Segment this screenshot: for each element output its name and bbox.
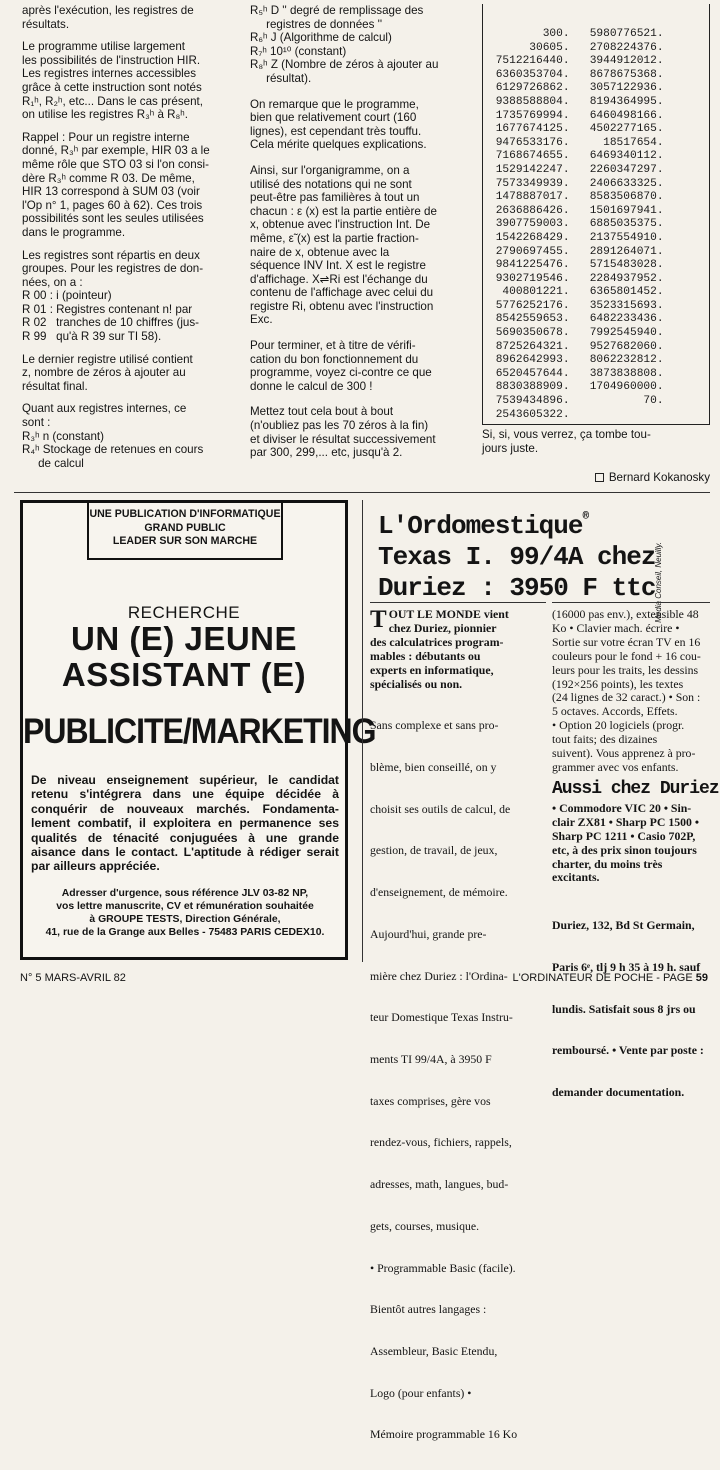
printout-line: 400801221. 6365801452. — [489, 286, 664, 299]
printout-line: 2543605322. — [489, 408, 570, 421]
printout-line: 8962642993. 8062232812. — [489, 354, 664, 367]
printout-line: 2636886426. 1501697941. — [489, 204, 664, 217]
vertical-divider — [362, 500, 363, 962]
duriez-specs: (16000 pas env.), extensible 48 Ko • Clavier mach. écrire • Sortie sur votre écran TV en 16 couleurs pour le fond + 16 cou- leurs pour les traits, les dessins (192×256 points), les textes (24 lignes de 32 caract.) • Son : 5 octaves. Accords, Effets. • Option 20 logiciels (progr. tout faits; des dizaines suivent). Vous apprenez à pro- grammer avec vos enfants. — [552, 607, 701, 774]
paragraph-verification: Pour terminer, et à titre de vérifi- cation du bon fonctionnement du programme, voyez ci-contre ce que donne le calcul de 300 ! — [250, 339, 432, 393]
printout-line: 9841225476. 5715483028. — [489, 259, 664, 272]
registered-mark: ® — [582, 511, 589, 523]
square-bullet-icon — [595, 473, 604, 482]
paragraph-notations: Ainsi, sur l'organigramme, on a utilisé des notations qui ne sont peut-être pas familières à tout un chacun : ε (x) est la partie entière de x, obtenue avec l'instruction Int. De même, ε̃ (x) est la partie fraction- naire de x, obtenue avec la séquence INV Int. X est le registre d'affichage. X⇌Ri est l'échange du contenu de l'affichage avec celui du registre Ri, obtenu avec l'instruction Exc. — [250, 163, 437, 327]
printout-line: 30605. 2708224376. — [489, 41, 664, 54]
page-number: 59 — [695, 972, 708, 984]
printout-line: 9388588804. 8194364995. — [489, 95, 664, 108]
also-at-duriez-heading: Aussi chez Duriez — [552, 778, 719, 799]
horizontal-divider — [14, 492, 710, 493]
paragraph-last-register: Le dernier registre utilisé contient z, nombre de zéros à ajouter au résultat final. — [22, 352, 193, 393]
calculator-printout — [482, 4, 710, 425]
printout-line: 1478887017. 8583506870. — [489, 191, 664, 204]
printout-line: 8830388909. 1704960000. — [489, 381, 664, 394]
paragraph-groups: Les registres sont répartis en deux groupes. Pour les registres de don- nées, on a : — [22, 248, 204, 289]
printout-line: 3907759003. 6885035375. — [489, 218, 664, 231]
publisher-box: UNE PUBLICATION D'INFORMATIQUE GRAND PUBLIC LEADER SUR SON MARCHE — [87, 500, 283, 560]
paragraph-remark: On remarque que le programme, bien que relativement court (160 lignes), est cependant très touffu. Cela mérite quelques explications. — [250, 97, 427, 152]
printout-line: 5776252176. 3523315693. — [489, 299, 664, 312]
paragraph-internal-intro: Quant aux registres internes, ce sont : — [22, 402, 187, 430]
printout-line: 1529142247. 2260347297. — [489, 163, 664, 176]
job-position: PUBLICITE/MARKETING — [23, 711, 376, 751]
printout-line: 6129726862. 3057122936. — [489, 82, 664, 95]
printout-line: 6520457644. 3873838808. — [489, 367, 664, 380]
printout-line: 7168674655. 6469340112. — [489, 150, 664, 163]
paragraph-intro-end: après l'exécution, les registres de résultats. — [22, 4, 194, 31]
printout-line: 300. 5980776521. — [489, 28, 664, 40]
duriez-title: L'Ordomestique® Texas I. 99/4A chez Duriez : 3950 F ttc — [378, 511, 656, 603]
paragraph-hir: Le programme utilise largement les possibilités de l'instruction HIR. Les registres internes accessibles grâce à cette instruction sont notés R₁ʰ, R₂ʰ, etc... Dans le cas présent, on utilise les registres R₃ʰ à R₈ʰ. — [22, 40, 203, 122]
job-address: Adresser d'urgence, sous référence JLV 03-82 NP, vos lettre manuscrite, CV et rémunération souhaitée à GROUPE TESTS, Direction Générale, 41, rue de la Grange aux Belles - 75483 PARIS CEDEX10. — [45, 888, 325, 938]
duriez-column-2 — [552, 607, 719, 1128]
printout-line: 1735769994. 6460498166. — [489, 109, 664, 122]
printout-line: 2790697455. 2891264071. — [489, 245, 664, 258]
internal-register-list: R₃ʰ n (constant) R₄ʰ Stockage de retenues en cours de calcul — [22, 429, 204, 470]
issue-footer: N° 5 MARS-AVRIL 82 — [20, 972, 126, 984]
drop-cap: T — [370, 606, 387, 633]
job-advertisement — [20, 500, 376, 960]
article-column-1 — [22, 4, 247, 470]
duriez-column-1 — [370, 608, 546, 1470]
page-footer: L'ORDINATEUR DE POCHE - PAGE 59 — [512, 972, 708, 984]
duriez-lead: OUT LE MONDE vient chez Duriez, pionnier des calculatrices program- mables : débutants ou experts en informatique, spécialisés ou non. — [370, 607, 509, 691]
closing-sentence: Si, si, vous verrez, ça tombe tou- jours juste. — [482, 428, 651, 455]
data-register-list: R 00 : i (pointeur) R 01 : Registres contenant n! par R 02 tranches de 10 chiffres (jus- R 99 qu'à R 39 sur TI 58). — [22, 289, 199, 344]
printout-line: 8725264321. 9527682060. — [489, 340, 664, 353]
printout-line: 5690350678. 7992545940. — [489, 327, 664, 340]
paragraph-rappel: Rappel : Pour un registre interne donné, R₃ʰ par exemple, HIR 03 a le même rôle que STO 03 si l'on consi- dère R₃ʰ comme R 03. De même, HIR 13 correspond à SUM 03 (voir l'Op n° 1, pages 60 à 62). Ces trois possibilités sont les seules utilisées dans le programme. — [22, 130, 210, 239]
printout-line: 7573349939. 2406633325. — [489, 177, 664, 190]
printout-line: 1542268429. 2137554910. — [489, 231, 664, 244]
printout-line: 8542559653. 6482233436. — [489, 313, 664, 326]
printout-line: 6360353704. 8678675368. — [489, 68, 664, 81]
printout-listing — [489, 28, 703, 422]
article-column-2 — [250, 4, 475, 472]
author-signature: Bernard Kokanosky — [560, 471, 710, 484]
printout-line: 9302719546. 2284937952. — [489, 272, 664, 285]
duriez-other-products: • Commodore VIC 20 • Sin- clair ZX81 • Sharp PC 1500 • Sharp PC 1211 • Casio 702P, etc, à des prix sinon toujours charter, du moins très excitants. — [552, 800, 699, 885]
printout-line: 1677674125. 4502277165. — [489, 123, 664, 136]
internal-register-definitions: R₅ʰ D '' degré de remplissage des registres de données '' R₆ʰ J (Algorithme de calcul) R₇ʰ 10¹⁰ (constant) R₈ʰ Z (Nombre de zéros à ajouter au résultat). — [250, 4, 439, 85]
printout-line: 7512216440. 3944912012. — [489, 55, 664, 68]
ad-rule-left — [370, 602, 546, 603]
duriez-address: Duriez, 132, Bd St Germain, Paris 6ᵉ, tlj 9 h 35 à 19 h. sauf lundis. Satisfait sous 8 jrs ou remboursé. • Vente par poste : demander documentation. — [552, 918, 704, 1099]
ad-rule-right — [552, 602, 710, 603]
job-headline: UN (E) JEUNE ASSISTANT (E) — [61, 620, 307, 693]
recherche-label: RECHERCHE — [127, 603, 241, 622]
job-description: De niveau enseignement supérieur, le candidat retenu s'intégrera dans une équipe décidée à conquérir de nouveaux marchés. Fondamenta- lement combatif, il exploitera en permanence ses qualités de ténacité conjuguées à une grande aisance dans le contact. L'aptitude à rédiger serait par ailleurs appréciée. — [31, 773, 339, 874]
paragraph-instructions: Mettez tout cela bout à bout (n'oubliez pas les 70 zéros à la fin) et diviser le résultat successivement par 300, 299,... etc, jusqu'à 2. — [250, 405, 436, 460]
printout-line: 9476533176. 18517654. — [489, 136, 664, 149]
media-credit: Media Conseil, Neuilly. — [654, 542, 663, 623]
printout-line: 7539434896. 70. — [489, 395, 664, 408]
duriez-body: Sans complexe et sans pro- blème, bien conseillé, on y choisit ses outils de calcul, de gestion, de travail, de jeux, d'enseignement, de mémoire. Aujourd'hui, grande pre- mière chez Duriez : l'Ordina- teur Domestique Texas Instru- ments TI 99/4A, à 3950 F taxes comprises, gère vos rendez-vous, fichiers, rappels, adresses, math, langues, bud- gets, courses, musique. • Programmable Basic (facile). Bientôt autres langages : Assembleur, Basic Etendu, Logo (pour enfants) • Mémoire programmable 16 Ko — [370, 718, 518, 1442]
